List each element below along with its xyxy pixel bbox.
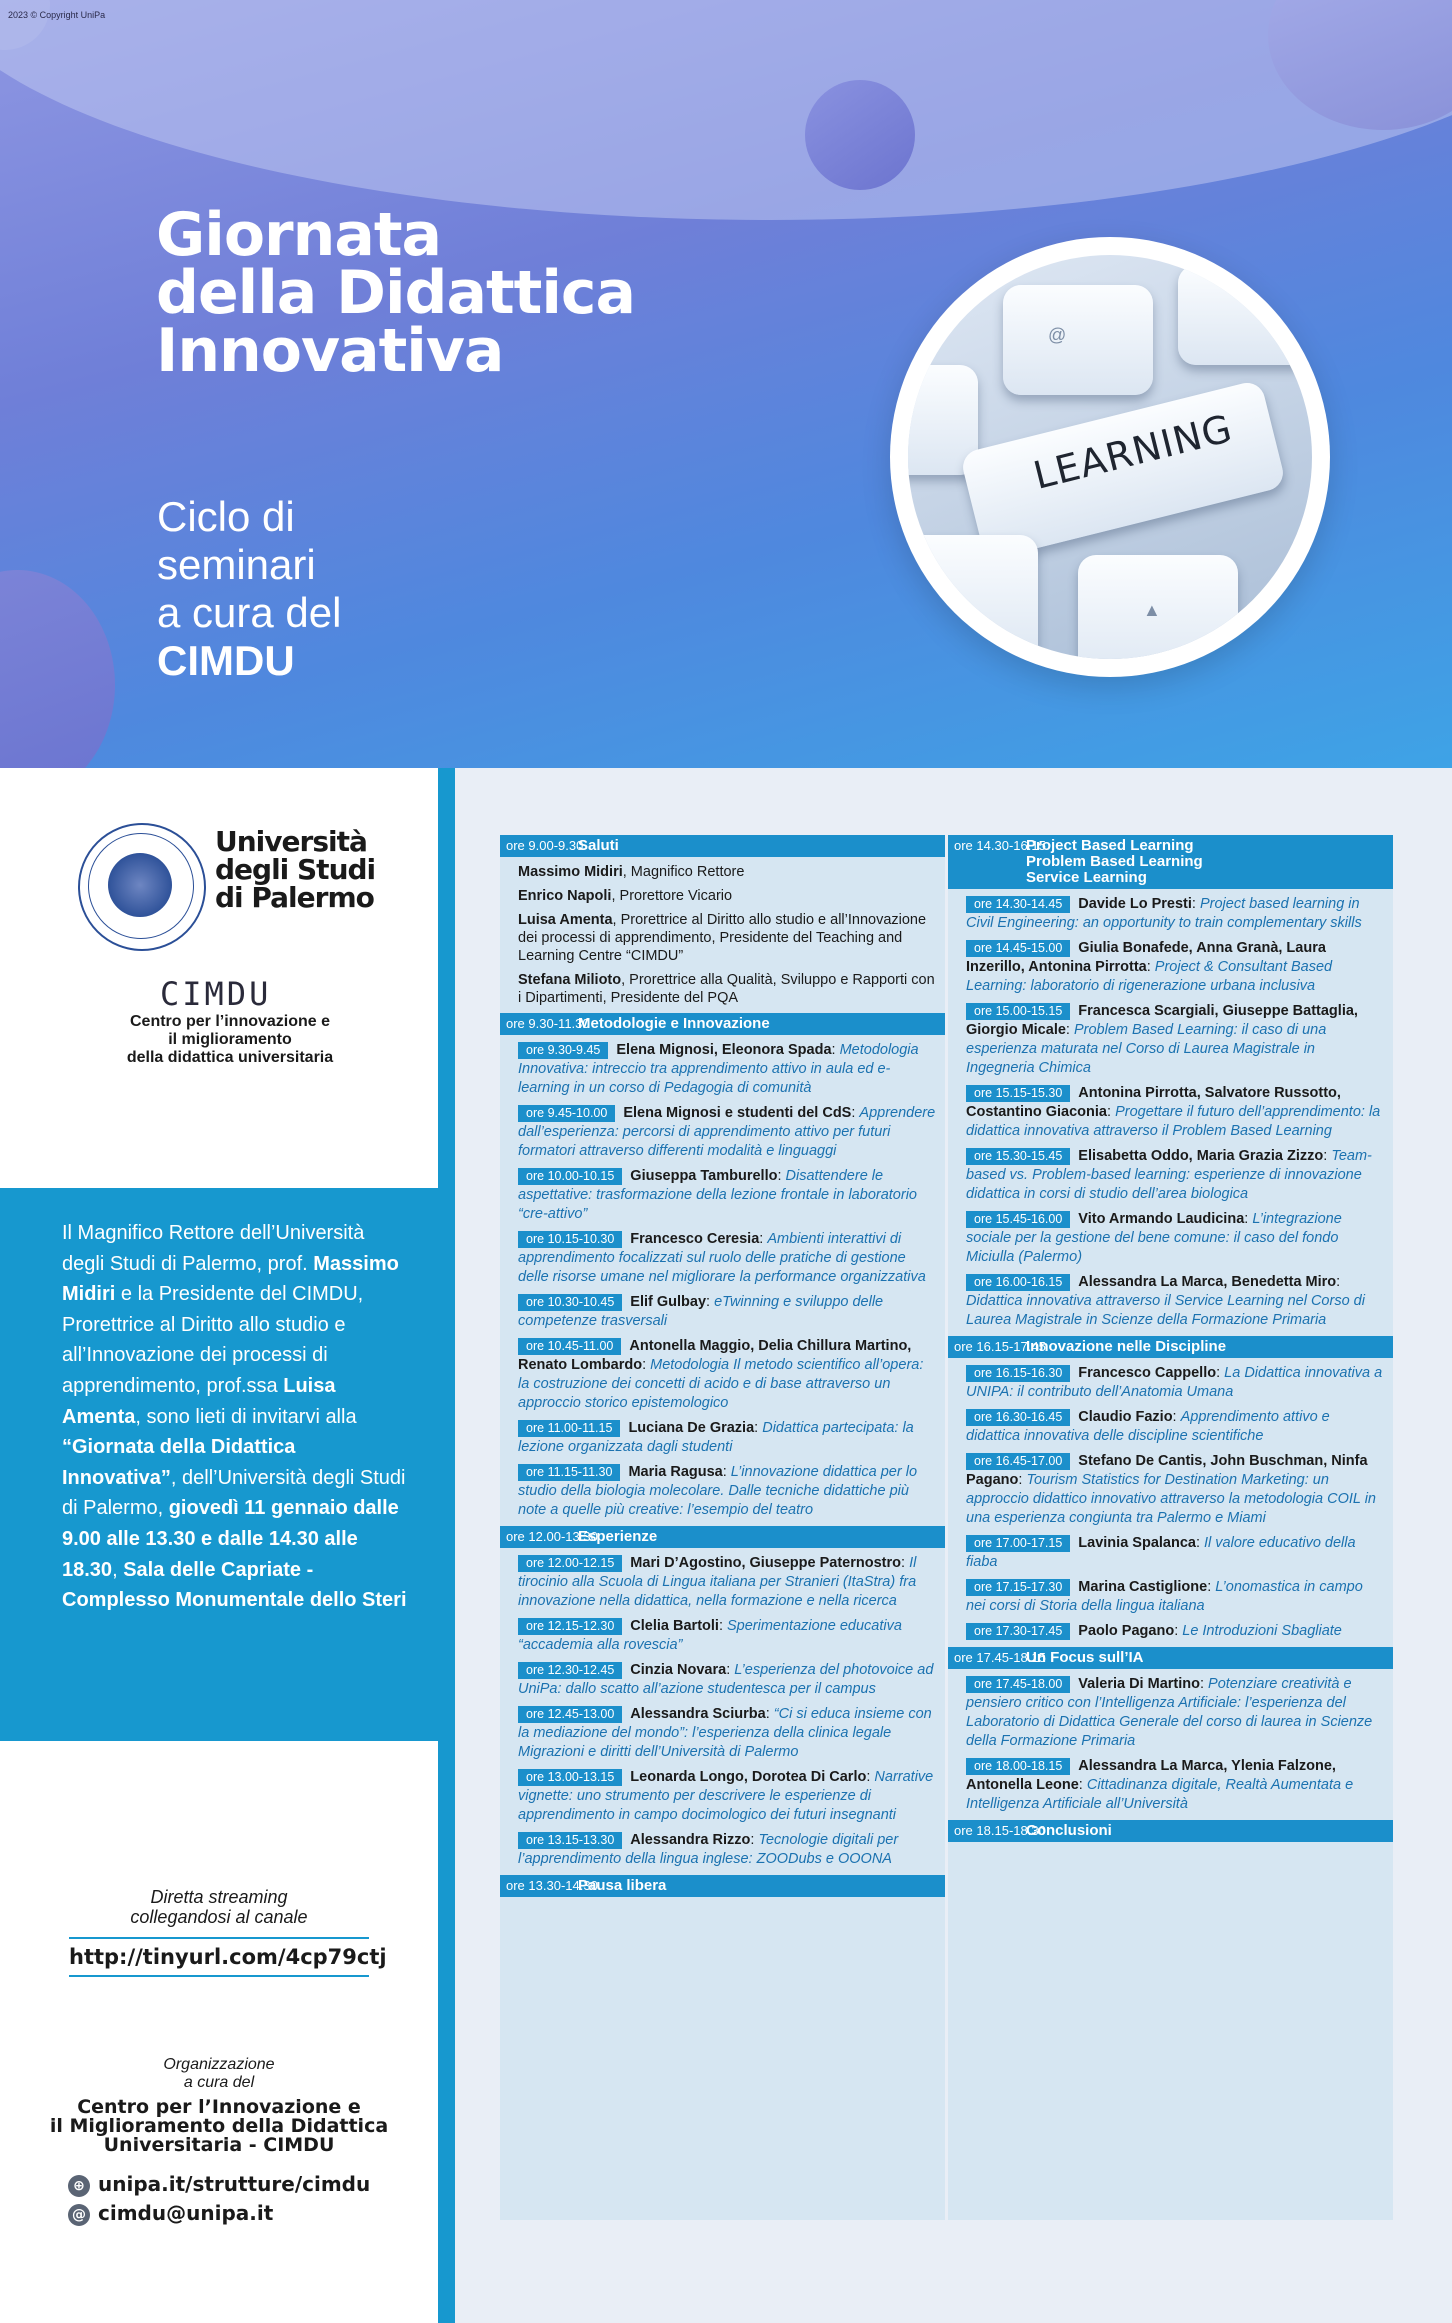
event-name: “Giornata della Didattica Innovativa” [62, 1436, 296, 1489]
program-item: ore 15.45-16.00 Vito Armando Laudicina: L’integrazione sociale per la gestione del bene comune: il caso del fondo Miciulla (Palermo) [966, 1211, 1342, 1265]
section-time: ore 18.15-18.30 [954, 1823, 1046, 1838]
program-item: ore 9.30-9.45 Elena Mignosi, Eleonora Spada: Metodologia Innovativa: intreccio tra apprendimento attivo in aula ed e-learning in un corso di Pedagogia di comunità [518, 1042, 919, 1096]
program-item: ore 13.15-13.30 Alessandra Rizzo: Tecnologie digitali per l’apprendimento della lingua inglese: ZOODubs e OOONA [518, 1832, 899, 1867]
item-time: ore 12.45-13.00 [518, 1706, 622, 1723]
item-time: ore 15.00-15.15 [966, 1003, 1070, 1020]
learning-key-label: LEARNING [1029, 406, 1237, 498]
email-link[interactable] [68, 2201, 273, 2226]
page-subtitle [157, 493, 341, 685]
program-item: ore 9.45-10.00 Elena Mignosi e studenti del CdS: Apprendere dall’esperienza: percorsi di apprendimento attivo per futuri formatori attraverso differenti modalità e linguaggi [518, 1105, 936, 1159]
hero-background-band [0, 0, 1452, 220]
subtitle-line: seminari [157, 541, 316, 588]
keyboard-key [1003, 285, 1153, 395]
organization-section [0, 2056, 438, 2155]
invitation-part: , dell’Università degli Studi di Palermo, [62, 1466, 406, 1520]
event-venue: Sala delle Capriate - Complesso Monumentale dello Steri [62, 1558, 407, 1612]
invitation-part: Il Magnifico Rettore dell’Università degli Studi di Palermo, prof. [62, 1222, 365, 1275]
item-time: ore 17.45-18.00 [966, 1676, 1070, 1693]
streaming-label-line: collegandosi al canale [130, 1907, 308, 1927]
university-name [215, 825, 376, 914]
item-time: ore 17.15-17.30 [966, 1579, 1070, 1596]
university-seal-logo [78, 823, 206, 951]
item-time: ore 10.30-10.45 [518, 1294, 622, 1311]
cimdu-description-line: della didattica universitaria [126, 1049, 334, 1066]
keyboard-key [1178, 265, 1312, 365]
program-item: ore 10.00-10.15 Giuseppa Tamburello: Disattendere le aspettative: trasformazione della lezione frontale in laboratorio “cre-attivo” [518, 1168, 917, 1222]
keyboard-key [908, 535, 1038, 659]
section-title: Innovazione nelle Discipline [1026, 1338, 1227, 1355]
item-time: ore 10.15-10.30 [518, 1231, 622, 1248]
decorative-bubble [0, 570, 115, 768]
streaming-link[interactable]: http://tinyurl.com/4cp79ctj [69, 1937, 369, 1977]
section-title: Metodologie e Innovazione [578, 1015, 770, 1032]
section-header-metodologie [500, 1013, 945, 1035]
item-time: ore 11.00-11.15 [518, 1420, 620, 1437]
organization-label-line: Organizzazione [163, 2056, 275, 2073]
program-item: ore 10.15-10.30 Francesco Ceresia: Ambienti interattivi di apprendimento focalizzati sul ruolo delle pratiche di gestione delle risorse umane nel migliorare la performance organizzativa [518, 1231, 926, 1285]
item-time: ore 9.30-9.45 [518, 1042, 608, 1059]
university-name-line: di Palermo [215, 881, 374, 914]
section-time: ore 13.30-14.30 [506, 1878, 598, 1893]
organization-name-line: Universitaria - CIMDU [103, 2134, 335, 2156]
program-column-morning [500, 835, 945, 2220]
rector-name: Massimo Midiri [62, 1252, 399, 1306]
section-header-pbl [948, 835, 1393, 889]
item-time: ore 16.30-16.45 [966, 1409, 1070, 1426]
item-time: ore 15.15-15.30 [966, 1085, 1070, 1102]
organization-label [0, 2056, 438, 2092]
item-time: ore 17.00-17.15 [966, 1535, 1070, 1552]
greeting-speaker: Enrico Napoli, Prorettore Vicario [518, 888, 733, 904]
title-line: Innovativa [156, 316, 504, 386]
item-time: ore 17.30-17.45 [966, 1623, 1070, 1640]
page-title [156, 200, 635, 386]
university-name-line: Università [215, 825, 367, 858]
program-item: ore 16.30-16.45 Claudio Fazio: Apprendimento attivo e didattica innovativa delle discipline scientifiche [966, 1409, 1330, 1444]
greeting-speaker: Massimo Midiri, Magnifico Rettore [518, 864, 745, 880]
at-key-icon: @ [1048, 325, 1067, 345]
item-time: ore 12.15-12.30 [518, 1618, 622, 1635]
at-icon: @ [68, 2204, 90, 2226]
organization-label-line: a cura del [183, 2074, 255, 2091]
program-item: ore 11.15-11.30 Maria Ragusa: L’innovazione didattica per lo studio della biologia molecolare. Dalle tecniche didattiche più note a quelle più creative: l’esempio del teatro [518, 1464, 918, 1518]
seal-emblem [108, 853, 172, 917]
program-item: ore 17.00-17.15 Lavinia Spalanca: Il valore educativo della fiaba [966, 1535, 1356, 1570]
cimdu-description-line: Centro per l’innovazione e [129, 1013, 331, 1030]
section-title: Conclusioni [1026, 1822, 1112, 1839]
hero-banner [0, 0, 1452, 768]
program-item: ore 11.00-11.15 Luciana De Grazia: Didattica partecipata: la lezione organizzata dagli studenti [518, 1420, 914, 1455]
invitation-part: e la Presidente del CIMDU, Prorettrice al Diritto allo studio e all’Innovazione dei processi di apprendimento, prof.ssa [62, 1283, 364, 1397]
university-name-line: degli Studi [215, 853, 376, 886]
invitation-text [62, 1218, 412, 1616]
vertical-stripe [438, 768, 455, 2323]
subtitle-line: a cura del [157, 589, 342, 636]
item-time: ore 15.45-16.00 [966, 1211, 1070, 1228]
cimdu-description-line: il miglioramento [168, 1031, 292, 1048]
organization-name-line: Centro per l’Innovazione e [77, 2096, 361, 2118]
program-item: ore 15.30-15.45 Elisabetta Oddo, Maria Grazia Zizzo: Team-based vs. Problem-based learning: esperienze di innovazione didattica in corsi di studio dell’area biologica [966, 1148, 1372, 1202]
streaming-label-line: Diretta streaming [150, 1887, 288, 1907]
item-time: ore 13.15-13.30 [518, 1832, 622, 1849]
item-time: ore 10.45-11.00 [518, 1338, 621, 1355]
program-item: ore 16.15-16.30 Francesco Cappello: La Didattica innovativa a UNIPA: il contributo dell’Anatomia Umana [966, 1365, 1383, 1400]
program-item: ore 15.00-15.15 Francesca Scargiali, Giuseppe Battaglia, Giorgio Micale: Problem Based Learning: il caso di una esperienza maturata nel Corso di Laurea Magistrale in Ingegneria Chimica [966, 1003, 1358, 1076]
email-text: cimdu@unipa.it [98, 2201, 274, 2225]
item-time: ore 13.00-13.15 [518, 1769, 622, 1786]
program-item: ore 12.00-12.15 Mari D’Agostino, Giuseppe Paternostro: Il tirocinio alla Scuola di Lingua italiana per Stranieri (ItaStra) fra innovazione nella didattica, nella formazione e nella ricerca [518, 1555, 917, 1609]
section-title: Un Focus sull’IA [1026, 1649, 1144, 1666]
title-line: della Didattica [156, 258, 635, 328]
item-time: ore 16.15-16.30 [966, 1365, 1070, 1382]
title-line: Giornata [156, 200, 441, 270]
item-time: ore 16.45-17.00 [966, 1453, 1070, 1470]
item-time: ore 18.00-18.15 [966, 1758, 1070, 1775]
program-item: ore 16.45-17.00 Stefano De Cantis, John Buschman, Ninfa Pagano: Tourism Statistics for Destination Marketing: un approccio didattico innovativo attraverso la metodologia COIL in una esperienza congiunta tra Palermo e Miami [966, 1453, 1376, 1526]
program-item: ore 12.15-12.30 Clelia Bartoli: Sperimentazione educativa “accademia alla rovescia” [518, 1618, 902, 1653]
section-title: Saluti [578, 837, 619, 854]
section-time: ore 14.30-16.15 [954, 838, 1046, 853]
invitation-part: , sono lieti di invitarvi alla [135, 1405, 357, 1428]
section-time: ore 9.00-9.30 [506, 838, 584, 853]
program-item: ore 17.15-17.30 Marina Castiglione: L’onomastica in campo nei corsi di Storia della lingua italiana [966, 1579, 1363, 1614]
president-name: Luisa Amenta [62, 1374, 336, 1428]
section-header-conclusioni [948, 1820, 1393, 1842]
streaming-section [0, 1887, 438, 1977]
section-title: Pausa libera [578, 1877, 667, 1894]
program-item: ore 10.30-10.45 Elif Gulbay: eTwinning e sviluppo delle competenze trasversali [518, 1294, 884, 1329]
section-time: ore 17.45-18.15 [954, 1650, 1046, 1665]
item-time: ore 11.15-11.30 [518, 1464, 620, 1481]
section-header-esperienze [500, 1526, 945, 1548]
program-item: ore 14.45-15.00 Giulia Bonafede, Anna Granà, Laura Inzerillo, Antonina Pirrotta: Project & Consultant Based Learning: laboratorio di rigenerazione urbana inclusiva [966, 940, 1333, 994]
program-item: ore 17.45-18.00 Valeria Di Martino: Potenziare creatività e pensiero critico con l’Intelligenza Artificiale: l’esperienza del Laboratorio di Didattica Generale del corso di laurea in Scienze della Formazione Primaria [966, 1676, 1373, 1749]
section-time: ore 9.30-11.30 [506, 1016, 590, 1031]
section-time: ore 12.00-13.30 [506, 1529, 598, 1544]
program-item: ore 17.30-17.45 Paolo Pagano: Le Introduzioni Sbagliate [948, 1622, 1393, 1641]
cimdu-description [60, 1013, 400, 1067]
program-item: ore 18.00-18.15 Alessandra La Marca, Ylenia Falzone, Antonella Leone: Cittadinanza digitale, Realtà Aumentata e Intelligenza Artificiale all’Università [966, 1758, 1354, 1812]
item-time: ore 12.30-12.45 [518, 1662, 622, 1679]
item-time: ore 16.00-16.15 [966, 1274, 1070, 1291]
globe-icon: ⊕ [68, 2175, 90, 2197]
section-header-saluti [500, 835, 945, 857]
cimdu-logo: CIMDU [160, 975, 272, 1013]
program-item: ore 16.00-16.15 Alessandra La Marca, Benedetta Miro: Didattica innovativa attraverso il Service Learning nel Corso di Laurea Magistrale in Scienze della Formazione Primaria [966, 1274, 1365, 1328]
organization-name-line: il Miglioramento della Didattica [49, 2115, 389, 2137]
program-column-afternoon [948, 835, 1393, 2220]
item-time: ore 10.00-10.15 [518, 1168, 622, 1185]
program-item: ore 10.45-11.00 Antonella Maggio, Delia Chillura Martino, Renato Lombardo: Metodologia Il metodo scientifico all’opera: la costruzione dei concetti di acido e di base attraverso un approccio storico epistemologico [518, 1338, 924, 1411]
program-item: ore 12.30-12.45 Cinzia Novara: L’esperienza del photovoice ad UniPa: dallo scatto all’azione studentesca per il campus [518, 1662, 934, 1697]
section-time: ore 16.15-17.45 [954, 1339, 1046, 1354]
copyright-note: 2023 © Copyright UniPa [8, 10, 106, 20]
website-link[interactable] [68, 2172, 370, 2197]
program-item: ore 15.15-15.30 Antonina Pirrotta, Salvatore Russotto, Costantino Giaconia: Progettare il futuro dell’apprendimento: la didattica innovativa attraverso il Problem Based Learning [966, 1085, 1381, 1139]
section-header-pausa [500, 1875, 945, 1897]
keyboard-photo-inner [908, 255, 1312, 659]
keyboard-photo [890, 237, 1330, 677]
event-date: giovedì 11 gennaio dalle 9.00 alle 13.30 e dalle 14.30 alle 18.30 [62, 1497, 399, 1581]
arrow-key-icon: ▲ [1143, 600, 1161, 620]
subtitle-strong: CIMDU [157, 637, 295, 684]
item-time: ore 14.45-15.00 [966, 940, 1070, 957]
program-item: ore 13.00-13.15 Leonarda Longo, Dorotea Di Carlo: Narrative vignette: uno strumento per descrivere le esperienze di apprendimento in campo docimologico dei futuri insegnanti [518, 1769, 934, 1823]
website-text: unipa.it/strutture/cimdu [98, 2172, 371, 2196]
decorative-bubble [805, 80, 915, 190]
invitation-part: , [112, 1558, 124, 1581]
program-item: ore 12.45-13.00 Alessandra Sciurba: “Ci si educa insieme con la mediazione del mondo”: l’esperienza della clinica legale Migrazioni e diritti dell’Università di Palermo [518, 1706, 932, 1760]
organization-name [0, 2098, 438, 2155]
item-time: ore 14.30-14.45 [966, 896, 1070, 913]
section-title: Esperienze [578, 1528, 658, 1545]
program-item: ore 14.30-14.45 Davide Lo Presti: Project based learning in Civil Engineering: an opportunity to train complementary skills [966, 896, 1362, 931]
left-panel-bottom [0, 1741, 438, 2323]
section-header-discipline [948, 1336, 1393, 1358]
greeting-speaker: Stefana Milioto, Prorettrice alla Qualità, Sviluppo e Rapporti con i Dipartimenti, Presidente del PQA [518, 972, 935, 1006]
item-time: ore 15.30-15.45 [966, 1148, 1070, 1165]
subtitle-line: Ciclo di [157, 493, 295, 540]
item-time: ore 9.45-10.00 [518, 1105, 615, 1122]
streaming-label [0, 1887, 438, 1927]
item-time: ore 12.00-12.15 [518, 1555, 622, 1572]
section-header-ia [948, 1647, 1393, 1669]
greeting-speaker: Luisa Amenta, Prorettrice al Diritto allo studio e all’Innovazione dei processi di apprendimento, Presidente del Teaching and Learning Centre “CIMDU” [518, 912, 927, 964]
section-title: Project Based Learning Problem Based Learning Service Learning [1026, 837, 1203, 886]
